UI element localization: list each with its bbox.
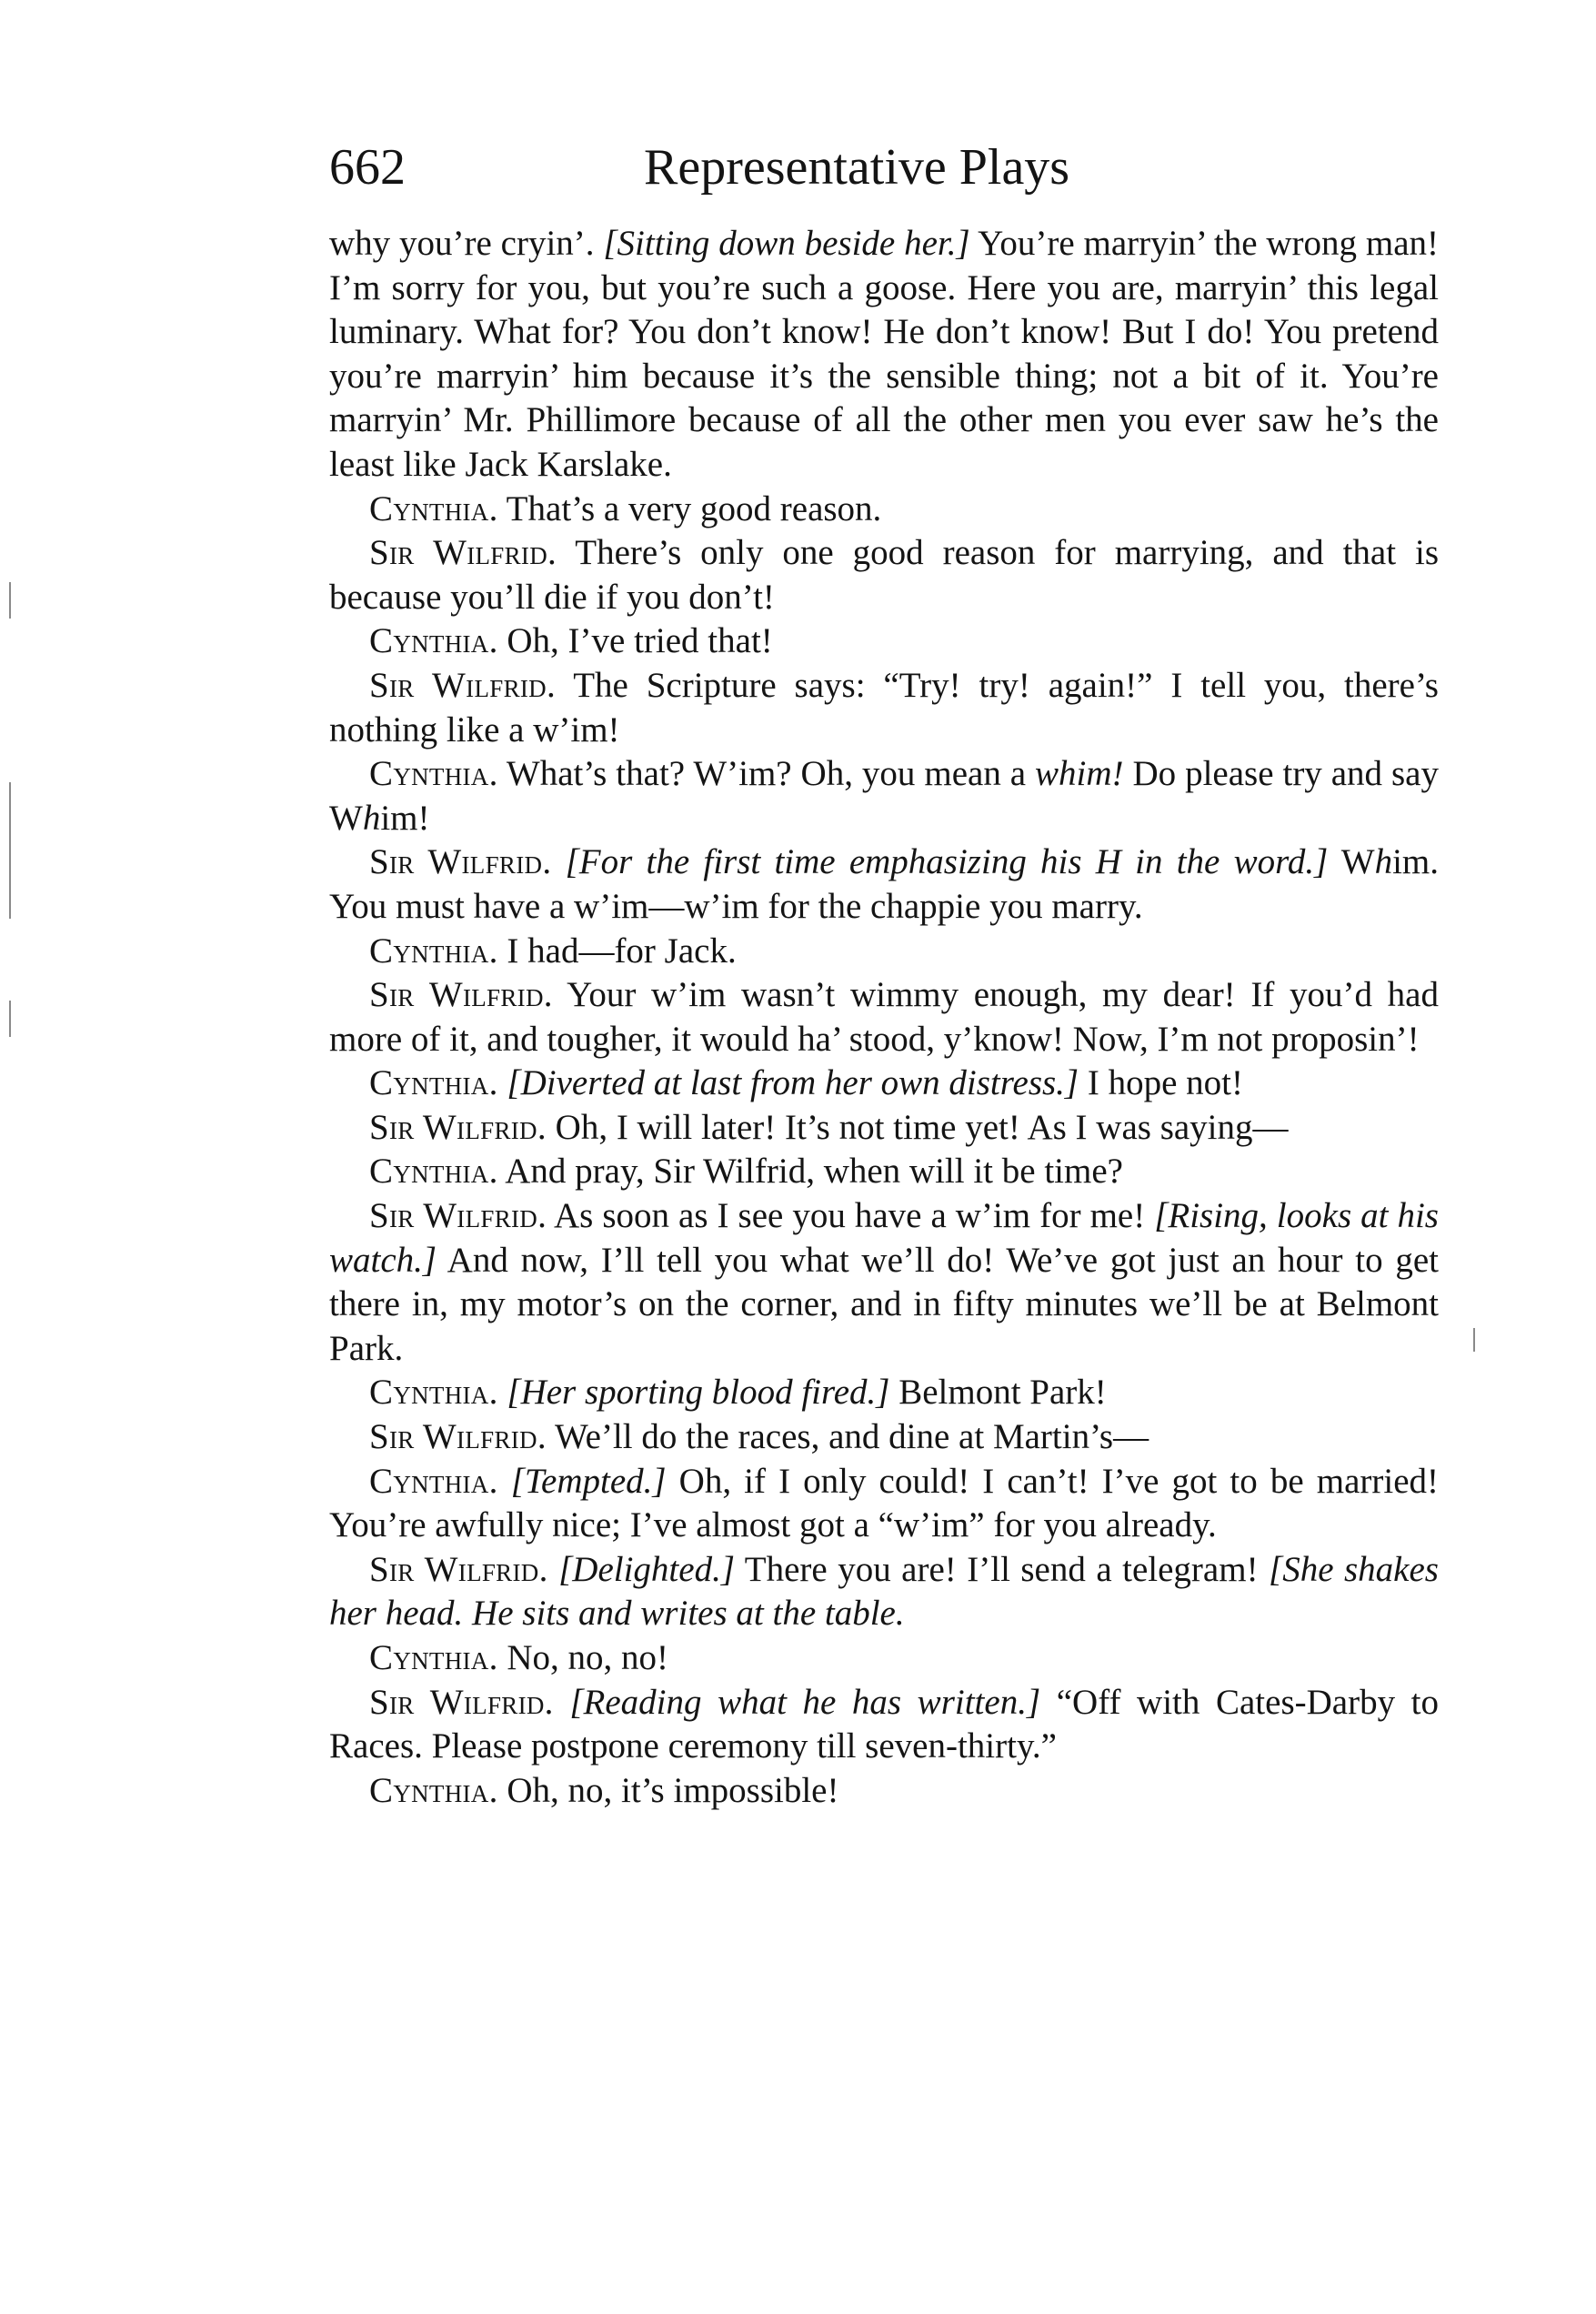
dialogue-text: As soon as I see you have a w’im for me!	[547, 1196, 1155, 1236]
speech-paragraph	[329, 531, 1439, 619]
dialogue-text	[548, 1550, 558, 1589]
dialogue-text: im!	[380, 798, 430, 838]
dialogue-text: why you’re cryin’.	[329, 224, 604, 263]
speaker-name: Sir Wilfrid.	[369, 665, 557, 705]
dialogue-text: Oh, I will later! It’s not time yet! As I was saying—	[546, 1107, 1289, 1147]
speech-paragraph	[329, 1548, 1439, 1636]
speech-paragraph	[329, 1194, 1439, 1371]
speech-paragraph	[329, 1681, 1439, 1769]
speaker-name: Sir Wilfrid.	[369, 1682, 554, 1722]
speech-paragraph	[329, 752, 1439, 840]
speaker-name: Cynthia.	[369, 1461, 498, 1501]
speech-paragraph	[329, 1460, 1439, 1548]
speech-paragraph	[329, 973, 1439, 1061]
dialogue-text	[498, 1373, 507, 1412]
speaker-name: Cynthia.	[369, 1063, 498, 1103]
speaker-name: Sir Wilfrid.	[369, 842, 552, 882]
speaker-name: Cynthia.	[369, 1638, 498, 1677]
speech-paragraph	[329, 488, 1439, 532]
dialogue-text: Belmont Park!	[889, 1373, 1107, 1413]
speech-paragraph	[329, 1106, 1439, 1151]
speaker-name: Sir Wilfrid.	[369, 1107, 547, 1147]
stage-direction: [She shakes her head. He sits and writes at the table.	[329, 1549, 1439, 1634]
dialogue-text: I hope not!	[1079, 1063, 1243, 1103]
speaker-name: Cynthia.	[369, 1152, 498, 1192]
dialogue-text: There you are! I’ll send a telegram!	[735, 1549, 1270, 1589]
speaker-name: Sir Wilfrid.	[369, 533, 557, 573]
dialogue-text	[498, 1063, 507, 1102]
stage-direction: h	[1374, 842, 1393, 882]
speech-paragraph	[329, 840, 1439, 929]
stage-direction: [Diverted at last from her own distress.]	[507, 1063, 1079, 1103]
margin-mark	[9, 782, 11, 919]
speech-paragraph	[329, 619, 1439, 664]
dialogue-text: What’s that? W’im? Oh, you mean a	[497, 754, 1036, 794]
stage-direction: [Delighted.]	[558, 1549, 736, 1589]
dialogue-text: Do please try and say W	[329, 754, 1439, 838]
margin-mark	[1473, 1328, 1475, 1352]
speaker-name: Cynthia.	[369, 754, 498, 794]
dialogue-text: We’ll do the races, and dine at Martin’s—	[546, 1417, 1149, 1457]
margin-mark	[9, 582, 11, 619]
speaker-name: Sir Wilfrid.	[369, 1549, 548, 1589]
speech-paragraph	[329, 1636, 1439, 1681]
book-title: Representative Plays	[644, 139, 1070, 196]
speech-paragraph	[329, 930, 1439, 974]
dialogue-text: And pray, Sir Wilfrid, when will it be time?	[497, 1152, 1123, 1192]
dialogue-text: There’s only one good reason for marrying, and that is because you’ll die if you don’t!	[329, 533, 1439, 617]
speech-paragraph	[329, 1061, 1439, 1106]
dialogue-text: W	[1328, 842, 1375, 882]
dialogue-text: I had—for Jack.	[497, 931, 737, 971]
stage-direction: h	[362, 798, 381, 838]
page-number: 662	[329, 139, 406, 196]
speaker-name: Sir Wilfrid.	[369, 975, 553, 1015]
dialogue-text: Your w’im wasn’t wimmy enough, my dear! If you’d had more of it, and tougher, it would ha’ stood, y’know! Now, I’m not proposin’!	[329, 975, 1439, 1059]
dialogue-text: Oh, if I only could! I can’t! I’ve got to be married! You’re awfully nice; I’ve almost got a “w’im” for you already.	[329, 1461, 1439, 1545]
speaker-name: Cynthia.	[369, 1373, 498, 1413]
dialogue-text: And now, I’ll tell you what we’ll do! We’ve got just an hour to get there in, my motor’s on the corner, and in fifty minutes we’ll be at Belmont Park.	[329, 1240, 1439, 1368]
stage-direction: whim!	[1035, 754, 1124, 794]
speech-paragraph	[329, 1150, 1439, 1194]
stage-direction: [Rising, looks at his watch.]	[329, 1196, 1439, 1280]
running-header	[329, 135, 1439, 216]
play-text	[329, 222, 1439, 1813]
speech-paragraph	[329, 1415, 1439, 1460]
dialogue-text	[498, 1462, 511, 1501]
stage-direction: [Her sporting blood fired.]	[507, 1373, 890, 1413]
speaker-name: Sir Wilfrid.	[369, 1417, 547, 1457]
book-page	[329, 135, 1439, 1813]
dialogue-text: Oh, I’ve tried that!	[497, 621, 773, 661]
dialogue-text: “Off with Cates-Darby to Races. Please postpone ceremony till seven-thirty.”	[329, 1682, 1439, 1766]
stage-direction: [Reading what he has written.]	[569, 1682, 1041, 1722]
dialogue-text	[554, 1683, 570, 1722]
dialogue-text: The Scripture says: “Try! try! again!” I tell you, there’s nothing like a w’im!	[329, 665, 1439, 750]
speaker-name: Cynthia.	[369, 488, 498, 528]
dialogue-text: No, no, no!	[497, 1638, 669, 1677]
dialogue-text: Oh, no, it’s impossible!	[497, 1770, 839, 1810]
speaker-name: Cynthia.	[369, 621, 498, 661]
stage-direction: [Tempted.]	[510, 1461, 667, 1501]
dialogue-text: im. You must have a w’im—w’im for the chappie you marry.	[329, 842, 1439, 926]
dialogue-text: That’s a very good reason.	[497, 488, 882, 528]
speaker-name: Cynthia.	[369, 1770, 498, 1810]
margin-mark	[9, 1001, 11, 1037]
dialogue-text: You’re marryin’ the wrong man! I’m sorry for you, but you’re such a goose. Here you are, marryin’ this legal luminary. What for? You don’t know! He don’t know! But I do! You pretend you’re marryin’ him because it’s the sensible thing; not a bit of it. You’re marryin’ Mr. Phillimore because of all the other men you ever saw he’s the least like Jack Karslake.	[329, 224, 1440, 484]
speech-paragraph	[329, 1769, 1439, 1814]
stage-direction: [For the first time emphasizing his H in the word.]	[565, 842, 1329, 882]
continued-speech	[329, 222, 1439, 488]
speaker-name: Cynthia.	[369, 931, 498, 971]
speech-paragraph	[329, 1371, 1439, 1415]
speaker-name: Sir Wilfrid.	[369, 1196, 547, 1236]
dialogue-text	[551, 842, 565, 881]
stage-direction: [Sitting down beside her.]	[603, 224, 970, 263]
speech-paragraph	[329, 664, 1439, 752]
